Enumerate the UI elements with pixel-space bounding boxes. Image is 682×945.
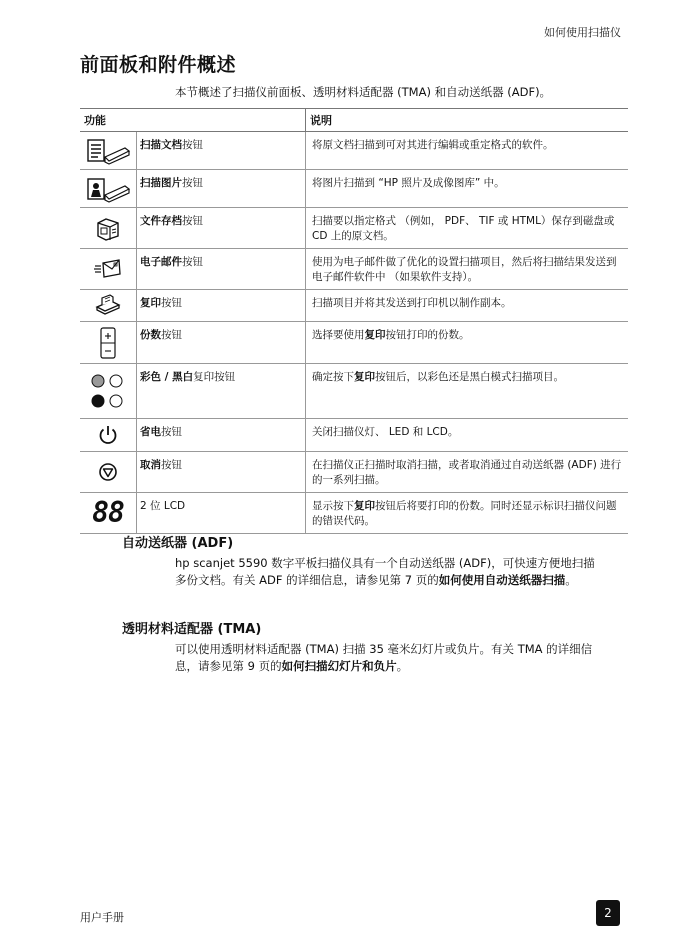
function-description: 将原文档扫描到可对其进行编辑或重定格式的软件。 [306, 132, 629, 170]
icon-cell [80, 290, 137, 322]
function-description: 关闭扫描仪灯、 LED 和 LCD。 [306, 419, 629, 452]
adf-heading: 自动送纸器 (ADF) [122, 536, 234, 551]
cancel-icon [97, 461, 119, 483]
table-row [80, 170, 628, 208]
plus-minus-icon [98, 326, 118, 360]
table-row [80, 208, 628, 249]
intro-paragraph: 本节概述了扫描仪前面板、透明材料适配器 (TMA) 和自动送纸器 (ADF)。 [175, 85, 552, 99]
function-description: 在扫描仪正扫描时取消扫描，或者取消通过自动送纸器 (ADF) 进行的一系列扫描。 [306, 452, 629, 493]
function-name: 电子邮件按钮 [137, 249, 306, 290]
column-header-function: 功能 [80, 109, 306, 132]
table-row [80, 419, 628, 452]
function-description: 确定按下复印按钮后，以彩色还是黑白模式扫描项目。 [306, 364, 629, 419]
table-row [80, 364, 628, 419]
feature-table [80, 108, 628, 534]
function-name: 扫描图片按钮 [137, 170, 306, 208]
function-name: 份数按钮 [137, 322, 306, 364]
table-row [80, 249, 628, 290]
page-title: 前面板和附件概述 [80, 54, 237, 76]
icon-cell [80, 249, 137, 290]
lcd-88-icon: 88 [92, 496, 124, 529]
scan-document-icon [85, 137, 131, 165]
function-description: 使用为电子邮件做了优化的设置扫描项目，然后将扫描结果发送到电子邮件软件中 （如果软件支持）。 [306, 249, 629, 290]
icon-cell [80, 170, 137, 208]
icon-cell [80, 364, 137, 419]
icon-cell [80, 322, 137, 364]
icon-cell [80, 208, 137, 249]
table-header-row [80, 109, 628, 132]
adf-paragraph: hp scanjet 5590 数字平板扫描仪具有一个自动送纸器 (ADF)，可快速方便地扫描多份文档。有关 ADF 的详细信息，请参见第 7 页的如何使用自动送纸器扫描。 [175, 556, 595, 587]
page-number-badge: 2 [596, 900, 620, 926]
table-row [80, 322, 628, 364]
running-header: 如何使用扫描仪 [544, 26, 621, 39]
function-name: 取消按钮 [137, 452, 306, 493]
function-name: 扫描文档按钮 [137, 132, 306, 170]
icon-cell [80, 132, 137, 170]
table-row [80, 290, 628, 322]
column-header-description: 说明 [306, 109, 629, 132]
function-description: 扫描项目并将其发送到打印机以制作副本。 [306, 290, 629, 322]
tma-heading: 透明材料适配器 (TMA) [122, 622, 262, 637]
icon-cell [80, 452, 137, 493]
file-documents-icon [93, 214, 123, 242]
power-icon [97, 424, 119, 446]
function-name: 2 位 LCD [137, 493, 306, 534]
adf-reference-link[interactable]: 如何使用自动送纸器扫描 [438, 573, 566, 587]
icon-cell [80, 419, 137, 452]
email-icon [93, 257, 123, 281]
function-description: 显示按下复印按钮后将要打印的份数。同时还显示标识扫描仪问题的错误代码。 [306, 493, 629, 534]
table-row [80, 452, 628, 493]
table-row [80, 132, 628, 170]
function-name: 复印按钮 [137, 290, 306, 322]
scan-picture-icon [85, 175, 131, 203]
table-row [80, 493, 628, 534]
footer-doc-title: 用户手册 [80, 911, 124, 924]
function-description: 选择要使用复印按钮打印的份数。 [306, 322, 629, 364]
color-bw-icon [89, 371, 127, 411]
tma-reference-link[interactable]: 如何扫描幻灯片和负片 [281, 659, 397, 673]
tma-paragraph: 可以使用透明材料适配器 (TMA) 扫描 35 毫米幻灯片或负片。有关 TMA 的详细信息，请参见第 9 页的如何扫描幻灯片和负片。 [175, 642, 593, 673]
icon-cell [80, 493, 137, 534]
function-description: 扫描要以指定格式 （例如， PDF、 TIF 或 HTML）保存到磁盘或 CD 上的原文档。 [306, 208, 629, 249]
function-description: 将图片扫描到 “HP 照片及成像图库” 中。 [306, 170, 629, 208]
function-name: 文件存档按钮 [137, 208, 306, 249]
copy-icon [93, 294, 123, 318]
function-name: 彩色 / 黑白复印按钮 [137, 364, 306, 419]
function-name: 省电按钮 [137, 419, 306, 452]
